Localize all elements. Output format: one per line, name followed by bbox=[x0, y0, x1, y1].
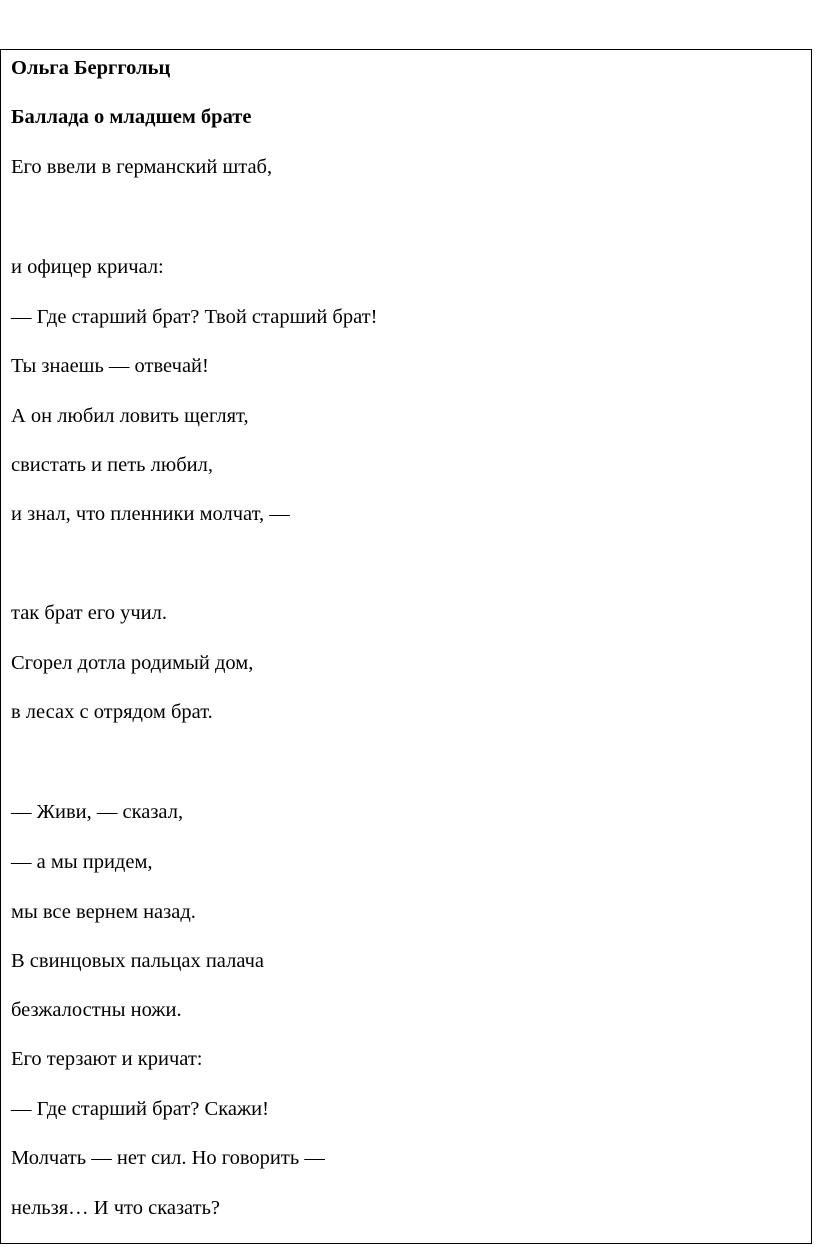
poem-line: и офицер кричал: bbox=[11, 256, 164, 278]
poem-line: — Где старший брат? Твой старший брат! bbox=[11, 306, 378, 328]
poem-line: — а мы придем, bbox=[11, 851, 153, 873]
poem-line: Молчать — нет сил. Но говорить — bbox=[11, 1147, 325, 1169]
poem-line: свистать и петь любил, bbox=[11, 454, 213, 476]
author-name: Ольга Берггольц bbox=[11, 57, 171, 79]
poem-line: — Где старший брат? Скажи! bbox=[11, 1098, 269, 1120]
poem-line: Его терзают и кричат: bbox=[11, 1048, 203, 1070]
poem-line: мы все вернем назад. bbox=[11, 901, 196, 923]
poem-line: нельзя… И что сказать? bbox=[11, 1197, 221, 1219]
poem-title: Баллада о младшем брате bbox=[11, 106, 252, 128]
poem-line: Его ввели в германский штаб, bbox=[11, 156, 273, 178]
poem-line: и знал, что пленники молчат, — bbox=[11, 503, 290, 525]
poem-line: В свинцовых пальцах палача bbox=[11, 950, 265, 972]
poem-line: в лесах с отрядом брат. bbox=[11, 701, 213, 723]
poem-line: Сгорел дотла родимый дом, bbox=[11, 652, 254, 674]
poem-line: безжалостны ножи. bbox=[11, 999, 182, 1021]
poem-line: — Живи, — сказал, bbox=[11, 801, 184, 823]
poem-line: Ты знаешь — отвечай! bbox=[11, 355, 209, 377]
poem-line: А он любил ловить щеглят, bbox=[11, 405, 249, 427]
poem-line: так брат его учил. bbox=[11, 602, 167, 624]
